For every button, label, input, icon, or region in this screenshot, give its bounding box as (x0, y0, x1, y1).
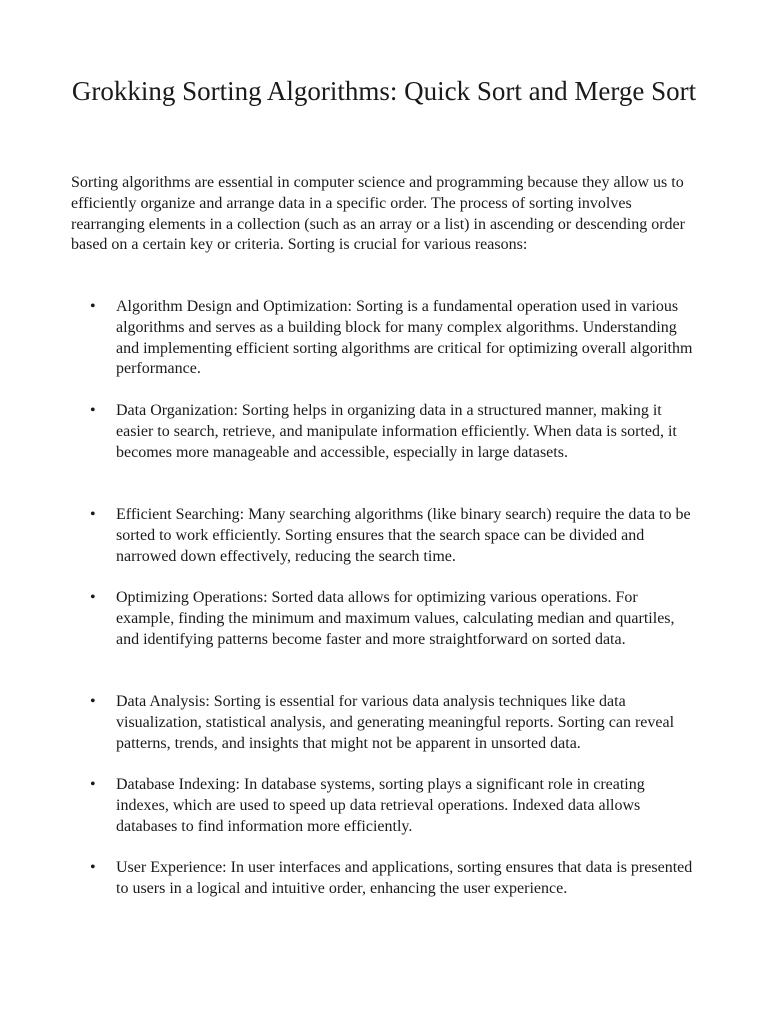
list-item-text: User Experience: In user interfaces and applications, sorting ensures that data is presented to users in a logical and intuitive order, enhancing the user experience. (116, 859, 693, 897)
bullet-icon: • (90, 693, 96, 710)
document-title: Grokking Sorting Algorithms: Quick Sort and Merge Sort (71, 76, 697, 106)
list-item-text: Efficient Searching: Many searching algorithms (like binary search) require the data to be sorted to work efficiently. Sorting ensures that the search space can be divided and narrowed down effectively, reducing the search time. (116, 506, 691, 565)
bullet-icon: • (90, 589, 96, 606)
list-item-text: Algorithm Design and Optimization: Sorting is a fundamental operation used in various algorithms and serves as a building block for many complex algorithms. Understanding and implementing efficient sorting algorithms are critical for optimizing overall algorithm performance. (116, 298, 693, 378)
list-item-text: Database Indexing: In database systems, sorting plays a significant role in creating indexes, which are used to speed up data retrieval operations. Indexed data allows databases to find information more efficiently. (116, 776, 645, 835)
list-item-text: Optimizing Operations: Sorted data allows for optimizing various operations. For example, finding the minimum and maximum values, calculating median and quartiles, and identifying patterns become faster and more straightforward on sorted data. (116, 589, 675, 648)
list-item-text: Data Analysis: Sorting is essential for various data analysis techniques like data visualization, statistical analysis, and generating meaningful reports. Sorting can reveal patterns, trends, and insights that might not be apparent in unsorted data. (116, 693, 675, 752)
intro-paragraph: Sorting algorithms are essential in computer science and programming because they allow us to efficiently organize and arrange data in a specific order. The process of sorting involves rearranging elements in a collection (such as an array or a list) in ascending or descending order based on a certain key or criteria. Sorting is crucial for various reasons: (71, 174, 685, 254)
bullet-icon: • (90, 506, 96, 523)
bullet-icon: • (90, 402, 96, 419)
list-item-text: Data Organization: Sorting helps in organizing data in a structured manner, making it easier to search, retrieve, and manipulate information efficiently. When data is sorted, it becomes more manageable and accessible, especially in large datasets. (116, 402, 677, 461)
bullet-icon: • (90, 859, 96, 876)
bullet-icon: • (90, 776, 96, 793)
bullet-icon: • (90, 298, 96, 315)
